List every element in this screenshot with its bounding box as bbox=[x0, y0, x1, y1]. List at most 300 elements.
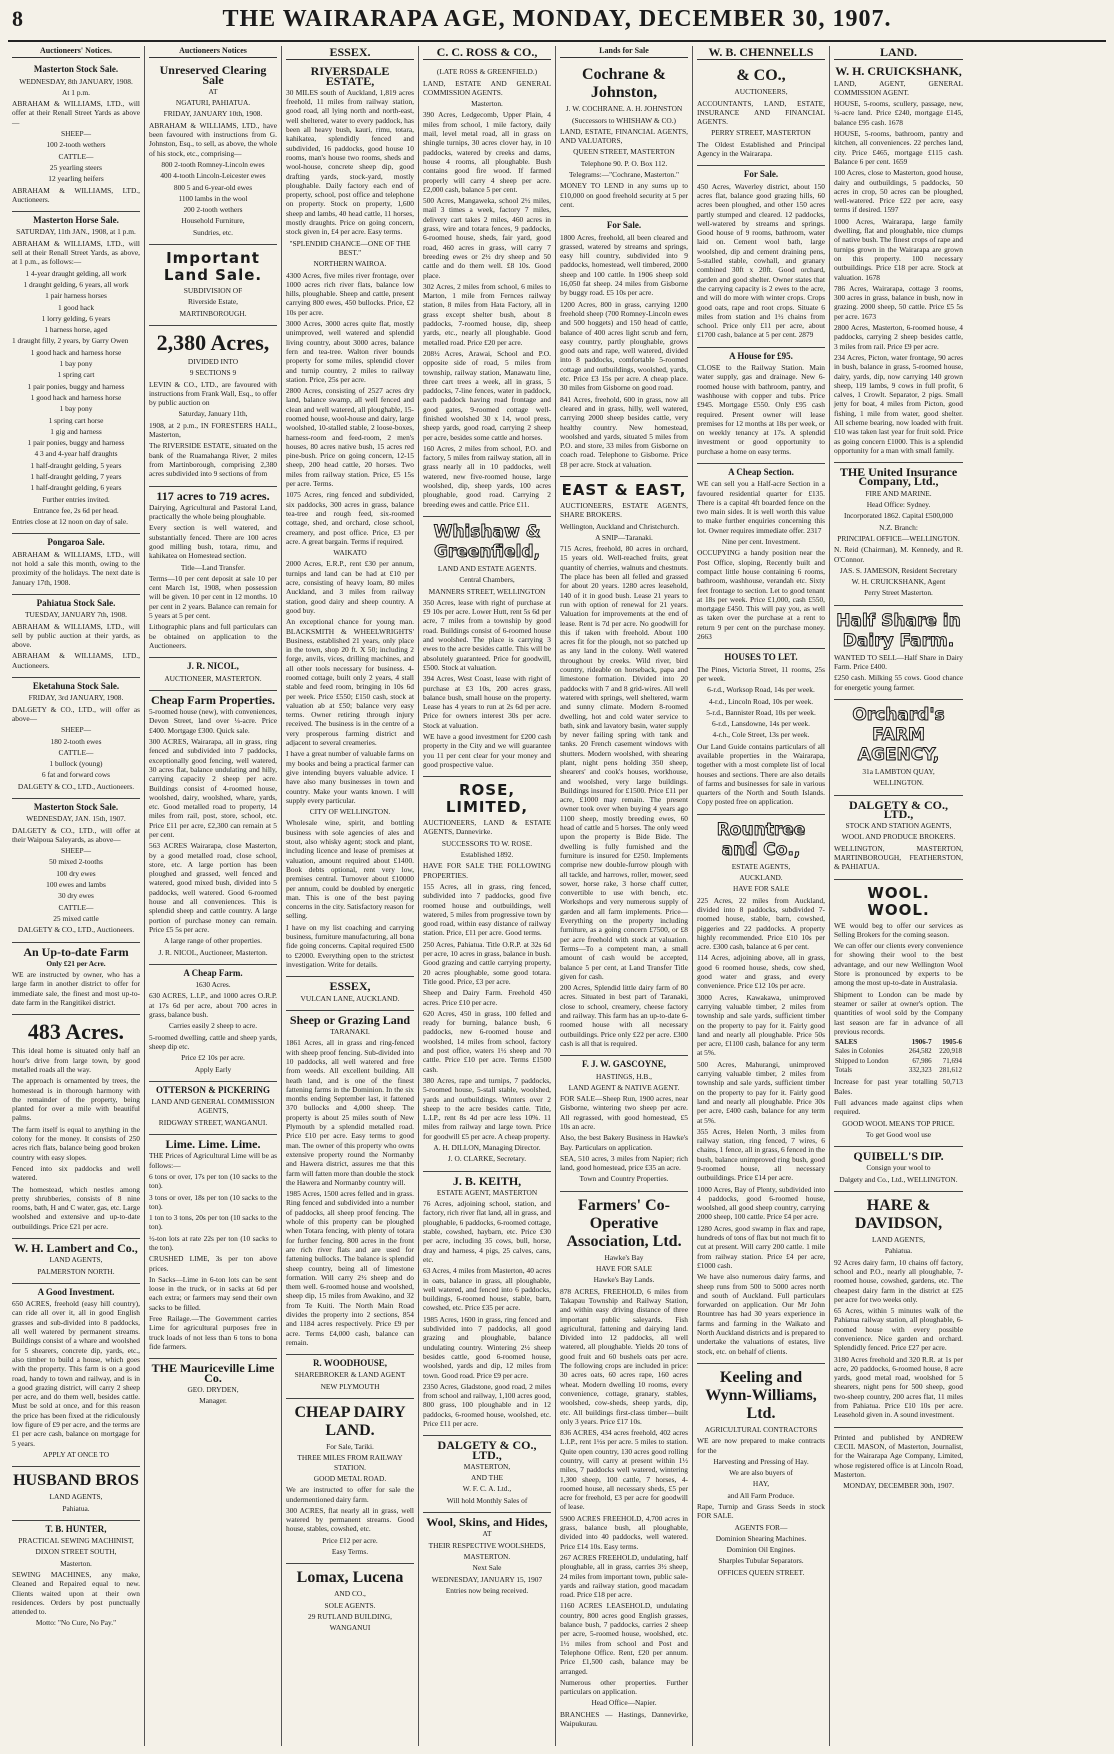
ad-line: AUCTIONEERS, LAND & ESTATE AGENTS, Dannevirke. bbox=[423, 818, 551, 837]
ad-line: GOOD METAL ROAD. bbox=[313, 1473, 387, 1483]
ad-line: 225 Acres, 22 miles from Auckland, divided into 8 paddocks, subdivided 7-roomed house, stable, barn, cowshed, piggeries and 22 paddocks. A property highly recommended. Price £10 10s per acre. £300 cash, balance at 6 per cent. bbox=[697, 895, 825, 952]
advertisement bbox=[834, 700, 963, 796]
ad-subheading: Only £21 per Acre. bbox=[46, 958, 106, 968]
ad-line: I have on my list coaching and carrying business, furniture manufacturing, all bona fide going concerns. Capital required £500 to £2000. Everything open to the strictest investigation. Write for details. bbox=[286, 922, 414, 969]
ad-line: 1800 Acres, freehold, all been cleared and grassed, watered by streams and springs, easy hill country, subdivided into 9 paddocks, homestead, well timbered, 2000 sheep and 100 cattle. In 1906 sheep sold 16,050 fat sheep. 24 miles from Gisborne by buggy road. £5 10s per acre. bbox=[560, 232, 688, 298]
ad-line: Lithographic plans and full particulars can be obtained on application to the Auctioneers. bbox=[149, 622, 277, 650]
ad-line: LAND AND GENERAL COMMISSION AGENTS, bbox=[151, 1097, 275, 1116]
ad-heading: 483 Acres. bbox=[27, 1019, 125, 1045]
ad-line: Increase for past year totalling 50,713 Bales. bbox=[834, 1077, 963, 1096]
ad-line: MASTERTON, bbox=[463, 1461, 511, 1471]
ad-line: AT bbox=[208, 86, 218, 96]
ad-line: WANGANUI bbox=[329, 1623, 371, 1633]
ad-heading: DALGETY & CO., LTD., bbox=[849, 797, 948, 821]
advertisement bbox=[12, 212, 140, 534]
ad-line: 390 Acres, Ledgecomb, Upper Plain, 4 miles from school, 1 mile factory, daily mail, level metal road, all in grass on shingle turnips, 30 acres clover hay, in 10 paddocks, watered by creeks and dams, house 4 rooms, all ploughable. Bush contains good fire wood. If farmed properly will carry 4 sheep per acre. £2,000 cash, balance 5 per cent. bbox=[423, 110, 551, 194]
ad-line: At 1 p.m. bbox=[62, 87, 90, 97]
ad-line: SHEEP— bbox=[61, 725, 91, 735]
ad-line: DIXON STREET SOUTH, bbox=[35, 1547, 117, 1557]
ad-line: Shipment to London can be made by steamer or sailer at owner's option. The quantities of wool sold by the Company last season are far in advance of all previous records. bbox=[834, 989, 963, 1036]
table-row bbox=[834, 1057, 963, 1066]
ad-line: Incorporated 1862. Capital £500,000 bbox=[844, 511, 953, 521]
advertisement bbox=[423, 1436, 551, 1513]
advertisement bbox=[560, 61, 688, 217]
ad-heading: DALGETY & CO., LTD., bbox=[437, 1438, 537, 1462]
advertisement bbox=[149, 1359, 277, 1412]
table-cell: 220,918 bbox=[939, 1047, 962, 1056]
ad-heading: Eketahuna Stock Sale. bbox=[32, 681, 120, 692]
ad-line: Carries easily 2 sheep to acre. bbox=[168, 1021, 258, 1031]
ad-line: 100 dry ewes bbox=[56, 868, 96, 878]
advertisement bbox=[286, 977, 414, 1011]
ad-line: 234 Acres, Picton, water frontage, 90 acres in bush, balance in grass, 5-roomed house, dairy, yards, dip, now carrying 140 grown sheep, 119 lambs, 9 cows in full profit, 6 calves, 1 Crowlt. Separator, 2 pigs. Small jetty for boat, 4 miles from Picton, good fishing, 1 mile from water, good shelter. All scheme bearing, now loaded with fruit. £10 was taken last year for fruit sold. Price as going concern £1000. This is a splendid opportunity for a man with small family. bbox=[834, 352, 963, 455]
ad-line: MONEY TO LEND in any sums up to £10,000 on good freehold security at 5 per cent. bbox=[560, 181, 688, 209]
ad-heading: For Sale. bbox=[743, 169, 779, 180]
ad-line: FRIDAY, 3rd JANUARY, 1908. bbox=[28, 693, 124, 703]
ad-line: FOR SALE—Sheep Run, 1900 acres, near Gisborne, wintering two sheep per acre. All regrassed, with good homestead, £5 10s an acre. bbox=[560, 1094, 688, 1131]
ad-line: LAND AGENTS, bbox=[49, 1492, 103, 1502]
ad-line: 1861 Acres, all in grass and ring-fenced with sheep proof fencing. Sub-divided into 10 paddocks, all well watered and free from weeds. All excellent building. All heath land, and is one of the finest fattening farms in the Dominion. In the six months ending September last, it fattened 370 bullocks and 4,000 sheep. The property is about 25 miles south of New Plymouth by a splendid metalled road. Price £10 per acre. Easy terms to good man. The owner of this property who owns extensive property round the Normanby and Hawera district, assures me that this farm will fatten more than double the stock the Hawera and Normanby country will. bbox=[286, 1038, 414, 1187]
ad-line: 500 Acres, Mahurangi, unimproved carrying valuable timber, 2 miles from township and sale yards, sufficient timber on the property to pay for it. Fairly good land and nearly all ploughable. Price 30s per acre, £400 cash, balance for any term at 5%. bbox=[697, 1059, 825, 1125]
ad-line: 1 lorry gelding, 6 years bbox=[41, 313, 111, 323]
ad-line: We are also buyers of bbox=[729, 1468, 793, 1478]
ad-line: VULCAN LANE, AUCKLAND. bbox=[300, 993, 400, 1003]
ad-line: ACCOUNTANTS, LAND, ESTATE, INSURANCE AND FINANCIAL AGENTS. bbox=[697, 98, 825, 127]
advertisement bbox=[697, 166, 825, 347]
ad-line: ABRAHAM & WILLIAMS, LTD., have been favoured with instructions from G. Johnston, Esq., to sell, as above, the whole of his stock, etc., comprising— bbox=[149, 120, 277, 158]
advertisement bbox=[834, 1147, 963, 1192]
advertisement bbox=[560, 1056, 688, 1192]
advertisement bbox=[697, 348, 825, 464]
advertisement bbox=[560, 217, 688, 477]
ad-line: 267 ACRES FREEHOLD, undulating, half ploughable, all in grass, carries 3½ sheep, 24 miles from important town, public sale-yards and railway station, good macadam road. Price £18 per acre. bbox=[560, 1552, 688, 1600]
ad-line: 3180 Acres freehold and 320 R.R. at 1s per acre, 20 paddocks, 6-roomed house, 8 acre yards, good metal road, woolshed for 5 shearers, night pens for 500 sheep, good two-sheep country, 200 acres flat, 11 miles from Pahiatua. Price £10 10s per acre. Leasehold given in. A sound investment. bbox=[834, 1354, 963, 1420]
ad-line: Telegrams:—"Cochrane, Masterton." bbox=[569, 170, 679, 180]
ad-line: AGENTS FOR— bbox=[734, 1522, 788, 1532]
ad-heading: Masterton Stock Sale. bbox=[33, 802, 119, 812]
ad-line: Apply Early bbox=[194, 1064, 232, 1074]
ad-line: SHEEP— bbox=[61, 129, 91, 139]
ad-line: We can offer our clients every convenience for showing their wool to the best advantage, and our new Wellington Wool Store is pronounced by experts to be among the most up-to-date in Australasia. bbox=[834, 941, 963, 988]
column bbox=[693, 46, 830, 1746]
advertisement bbox=[834, 1428, 963, 1498]
ad-heading: 117 acres to 719 acres. bbox=[156, 488, 270, 503]
advertisement bbox=[149, 326, 277, 487]
advertisement bbox=[149, 487, 277, 659]
ad-line: WELLINGTON. bbox=[873, 778, 924, 788]
ad-line: 1 4-year draught gelding, all work bbox=[25, 268, 127, 278]
ad-heading: An Up-to-date Farm bbox=[23, 944, 129, 959]
ad-line: Entrance fee, 2s 6d per head. bbox=[33, 505, 119, 515]
advertisement bbox=[423, 517, 551, 777]
ad-line: SOLE AGENTS. bbox=[324, 1600, 376, 1610]
ad-heading: Wool, Skins, and Hides, bbox=[426, 1515, 548, 1530]
ad-line: Title—Land Transfer. bbox=[180, 562, 246, 572]
column-header: ESSEX. bbox=[286, 48, 414, 60]
ad-line: 4-r.h., Cole Street, 13s per week. bbox=[712, 730, 810, 740]
advertisement bbox=[697, 464, 825, 649]
table-cell: 67,986 bbox=[912, 1056, 932, 1065]
ad-line: 1 draught filly, 2 years, by Garry Owen bbox=[12, 336, 129, 346]
advertisement bbox=[286, 1355, 414, 1399]
advertisement bbox=[286, 1564, 414, 1639]
ad-line: 30 MILES south of Auckland, 1,819 acres freehold, 11 miles from railway station, good road, all lying north and north-east, well sheltered, water to every paddock, has been all heavy bush, kauri, rimu, totara, kahikatea, splendidly fenced and subdivided, 16 paddocks, good house 10 rooms, man's house two rooms, sheds and wool-house, concrete sheep dip, good drafting yards, stock-yard, mostly ploughable. Daily factory each end of property, school, post office and telephone on property. Stock on property, 1,600 sheep and lambs, 40 head cattle, 11 horses, mostly draughts. Price on going concern, stock given in, £4 per acre. Easy terms. bbox=[286, 87, 414, 237]
ad-line: 9 SECTIONS 9 bbox=[189, 368, 237, 378]
ad-line: 1280 Acres, good swamp in flax and rape, hundreds of tons of flax but not much fit to cut at present. Will carry 200 cattle. 1 mile from railway station. Price £4 per acre, £1000 cash. bbox=[697, 1223, 825, 1270]
advertisement bbox=[834, 606, 963, 700]
ad-heading: Orchard's FARM AGENCY, bbox=[852, 704, 945, 765]
ad-line: ABRAHAM & WILLIAMS, LTD., will sell by public auction at their yards, as above. bbox=[12, 621, 140, 650]
ad-line: NEW PLYMOUTH bbox=[320, 1381, 380, 1391]
ad-heading: Farmers' Co-Operative Association, Ltd. bbox=[566, 1196, 682, 1250]
ad-heading: Rountree and Co., bbox=[716, 819, 806, 860]
ad-line: MANNERS STREET, WELLINGTON bbox=[428, 586, 546, 596]
advertisement bbox=[12, 943, 140, 1016]
ad-line: WE would beg to offer our services as Selling Brokers for the coming season. bbox=[834, 920, 963, 939]
ad-line: Masterton. bbox=[471, 99, 503, 109]
ad-line: For Sale, Tariki. bbox=[326, 1442, 374, 1452]
ad-line: AND THE bbox=[470, 1473, 504, 1483]
ad-line: 6 tons or over, 17s per ton (10 sacks to the ton). bbox=[149, 1171, 277, 1191]
ad-line: 208½ Acres, Arawai, School and P.O. opposite side of road, 5 miles from township, railway station, Manawatu line, three cart trees a week, all in grass, 5 paddocks, 7-line fences, water in paddock, each paddock having road frontage and good gates, 9-roomed cottage well-finished woolshed 30 x 14, wool press, sheep yards, good road, carrying 2 sheep per acre, besides some cattle and horses. bbox=[423, 348, 551, 442]
ad-line: 6 fat and forward cows bbox=[41, 770, 111, 780]
ad-line: 4300 Acres, five miles river frontage, over 1000 acres rich river flats, balance low hills, ploughable. Sheep and cattle, present carrying 800 ewes, 450 bullocks. Price, £2 10s per acre. bbox=[286, 270, 414, 317]
ad-heading: Masterton Horse Sale. bbox=[33, 215, 119, 226]
ad-line: TUESDAY, JANUARY 7th, 1908. bbox=[25, 610, 127, 620]
ad-line: Also, the best Bakery Business in Hawke's Bay. Particulars on application. bbox=[560, 1133, 688, 1152]
ad-line: Hawke's Bay bbox=[604, 1252, 644, 1262]
advertisement bbox=[12, 1015, 140, 1239]
table-cell: 264,582 bbox=[908, 1047, 932, 1056]
ad-line: 5-r.d., Bannister Road, 10s per week. bbox=[706, 707, 816, 717]
ad-line: An exceptional chance for young man. BLACKSMITH & WHEELWRIGHTS' Business, established 21 years, only place in the town, shop 20 ft. X 50; including 2 forge, anvils, vices, drilling machines, and all other tools necessary for business. 4-roomed cottage, built only 2 years, 4 stall stable and feed room, bringing in 10s 6d per week. Price £550; £150 cash, stock at valuation ab at £50; balance very easy terms. Owner retiring through injury received. The business is in the centre of a very prosperous farming district and adjacent to several creameries. bbox=[286, 617, 414, 748]
ad-line: Dalgety and Co., Ltd., WELLINGTON. bbox=[839, 1174, 958, 1184]
advertisement bbox=[149, 965, 277, 1082]
ad-heading: J. R. NICOL, bbox=[187, 661, 239, 672]
ad-line: RIDGWAY STREET, WANGANUI. bbox=[158, 1117, 268, 1127]
ad-line: 450 Acres, Waverley district, about 150 acres flat, balance good grazing hills, 60 acres been ploughed, and other 150 acres partly stumped and cleared. 12 paddocks, well-watered by streams and springs. Good house of 9 rooms, bathroom, water laid on. Cement wool bath, large woolshed, dip and cement draining pens, 5-stalled stable, cowhall, and granary combined 30ft x 20ft. Good orchard, garden and good shelter. Owner states that the carrying capacity is 2 ewes to the acre, and will do more with winter crops. Crops good oats, rape and root crops. Situate 6 miles from station and 1½ chains from school. Price only £11 per acre, about £1700 cash, balance at 5 per cent. 2879 bbox=[697, 181, 825, 340]
ad-line: To get Good wool use bbox=[865, 1129, 932, 1139]
ad-line: 29 RUTLAND BUILDING, bbox=[308, 1611, 392, 1621]
advertisement bbox=[12, 799, 140, 943]
ad-line: Printed and published by ANDREW CECIL MASON, of Masterton, Journalist, for the Wairarapa Age Company, Limited, whose registered office is at Lincoln Road, Masterton. bbox=[834, 1432, 963, 1479]
ad-line: 1 ton to 3 tons, 20s per ton (10 sacks to the ton). bbox=[149, 1213, 277, 1232]
ad-heading: Masterton Stock Sale. bbox=[33, 64, 119, 75]
advertisement bbox=[12, 595, 140, 678]
ad-line: 5-roomed house (new), with conveniences, Devon Street, land over ¼-acre. Price £400. Mortgage £300. Quick sale. bbox=[149, 707, 277, 735]
ad-heading: W. H. CRUICKSHANK, bbox=[835, 64, 962, 79]
ad-line: AUCTIONEER, MASTERTON. bbox=[164, 673, 262, 683]
ad-line: Hawke's Bay Lands. bbox=[593, 1275, 655, 1285]
column-header: Auctioneers' Notices. bbox=[12, 46, 140, 58]
ad-line: FIRE AND MARINE. bbox=[865, 488, 932, 498]
ad-line: WELLINGTON, MASTERTON, MARTINBOROUGH, FEATHERSTON, & PAHIATUA. bbox=[834, 843, 963, 872]
ad-line: LAND, ESTATE, FINANCIAL AGENTS, AND VALUATORS, bbox=[560, 126, 688, 146]
ad-line: LEVIN & CO., LTD., are favoured with instructions from Frank Wall, Esq., to offer by public auction on bbox=[149, 379, 277, 408]
ad-line: The farm itself is equal to anything in the colony for the money. It consists of 250 acres rich flats, balance being good broken country with easy slopes. bbox=[12, 1124, 140, 1162]
columns bbox=[8, 46, 1106, 1746]
ad-line: 1 gig and harness bbox=[50, 426, 102, 436]
ad-line: Price £12 per acre. bbox=[322, 1535, 378, 1545]
ad-line: 500 Acres, Mangaweka, school 2½ miles, mail 3 times a week, factory 7 miles, delivery cart takes 2 miles, 460 acres in grass, wire and totara fences, 9 paddocks, 6-roomed house, sheds, fair yard, good road, 460 acres in grass, will carry 7 breeding ewes or 2½ dry sheep and 50 cattle and do them well. £8 10s. Good place. bbox=[423, 196, 551, 280]
ad-line: 1 spring cart bbox=[57, 370, 95, 380]
ad-line: 1 pair harness horses bbox=[45, 291, 107, 301]
table-cell: 71,694 bbox=[942, 1056, 962, 1065]
ad-line: CITY OF WELLINGTON. bbox=[309, 807, 391, 817]
ad-line: 100 ewes and lambs bbox=[46, 880, 106, 890]
ad-line: 1 harness horse, aged bbox=[44, 325, 108, 335]
ad-line: Numerous other properties. Further particulars on application. bbox=[560, 1677, 688, 1697]
ad-line: AUCKLAND. bbox=[739, 873, 783, 883]
advertisement bbox=[286, 62, 414, 977]
ad-heading: R. WOODHOUSE, bbox=[312, 1358, 388, 1369]
ad-line: ½-ton lots at rate 22s per ton (10 sacks to the ton). bbox=[149, 1233, 277, 1252]
ad-line: N.Z. Branch: bbox=[879, 522, 918, 532]
ad-heading: EAST & EAST, bbox=[561, 480, 687, 499]
ad-line: We are instructed to offer for sale the undermentioned dairy farm. bbox=[286, 1485, 414, 1504]
ad-line: STOCK AND STATION AGENTS, bbox=[845, 821, 952, 831]
ad-line: 1 bay pony bbox=[59, 359, 93, 369]
ad-line: 563 ACRES Wairarapa, close Masterton, by a good metalled road, close school, store, etc. A large portion has been ploughed and grassed, well fenced and watered, good mixed bush, divided into 5 paddocks, well watered. Good 6-roomed house and all conveniences. This is splendid sheep and cattle country. A large portion of purchase money can remain. Price £5 5s per acre. bbox=[149, 841, 277, 934]
ad-line: 92 Acres dairy farm, 10 chains off factory, school and P.O., nearly all ploughable, 7-roomed house, cowshed, gardens, etc. The cheapest dairy farm in the district at £25 per acre for two weeks only. bbox=[834, 1257, 963, 1304]
ad-line: TARANAKI. bbox=[330, 1027, 370, 1037]
table-row bbox=[834, 1066, 963, 1075]
ad-line: CATTLE— bbox=[58, 151, 94, 161]
ad-line: 620 Acres, 450 in grass, 100 felled and ready for burning, balance bush, 6 paddocks, new 6-roomed house and woolshed, 14 miles from school, factory and post office, waters 1½ sheep and 70 cattle. Price £10 per acre. Terms £1500 cash. bbox=[423, 1008, 551, 1074]
ad-line: SUCCESSORS TO W. ROSE. bbox=[441, 838, 533, 848]
ad-line: 1200 Acres, 800 in grass, carrying 1200 freehold sheep (700 Romney-Lincoln ewes and 500 hoggets) and 150 head of cattle, balance of 400 acres light scrub and fern, easy country, partly ploughable, grows good oats and rape, well watered, divided into 8 paddocks, comfortable 5-roomed cottage and outbuildings, woolshed, yards, etc. Price £3 15s per acre. A cheap place. 30 miles from Gisborne on good road. bbox=[560, 299, 688, 393]
ad-heading: Unreserved Clearing Sale bbox=[159, 63, 267, 87]
ad-line: 786 Acres, Wairarapa, cottage 3 rooms, 300 acres in grass, balance in bush, now in grazing. 2000 sheep, 50 cattle. Price £5 5s per acre. 1673 bbox=[834, 283, 963, 321]
ad-line: Terms—10 per cent deposit at sale 10 per cent March 1st, 1908, when possession will be given. 10 per cent in 12 months. 10 per cent in 2 years. Balance can remain for 5 years at 5 per cent. bbox=[149, 573, 277, 621]
ad-heading: A Cheap Farm. bbox=[183, 967, 243, 978]
ad-line: DALGETY & CO., LTD., will offer as above— bbox=[12, 704, 140, 723]
ad-line: HAVE FOR SALE THE FOLLOWING PROPERTIES. bbox=[423, 861, 551, 880]
ad-line: AUCTIONEERS, bbox=[734, 87, 788, 97]
ad-heading: Lime. Lime. Lime. bbox=[165, 1137, 261, 1152]
advertisement bbox=[12, 1284, 140, 1467]
column bbox=[556, 46, 693, 1746]
ad-line: CRUSHED LIME, 3s per ton above prices. bbox=[149, 1254, 277, 1273]
ad-line: WEDNESDAY, 8th JANUARY, 1908. bbox=[19, 76, 133, 86]
ad-line: Telephone 90. P. O. Box 112. bbox=[580, 158, 668, 168]
ad-heading: CHEAP DAIRY LAND. bbox=[294, 1404, 406, 1440]
ad-line: A SNIP—Taranaki. bbox=[595, 532, 653, 542]
column bbox=[145, 46, 282, 1746]
advertisement bbox=[286, 1399, 414, 1564]
ad-line: 1160 ACRES LEASEHOLD, undulating country, 800 acres good English grasses, balance bush, 7 paddocks, carries 2 sheep per acre, 5-roomed house, woolshed, etc. 1½ miles from school and Post and Telephone Office. Rent, £20 per annum. Price £1,500 cash, balance may be arranged. bbox=[560, 1601, 688, 1676]
ad-line: 155 Acres, all in grass, ring fenced, subdivided into 7 paddocks, good five roomed house and outbuildings, well watered, 5 miles from progressive town by good road, within easy distance of railway station. Price, £11 per acre. Good terms. bbox=[423, 881, 551, 938]
ad-line: 650 ACRES, freehold (easy hill country), can ride all over it, all in good English grasses and sub-divided into 8 paddocks, all well watered by permanent streams. Buildings consist of a whare and woolshed for 5 shearers, concrete dip, yards, etc., also timber to build a house, which goes with the property. This farm is on a good road, handy to town and railway, and is in a good grazing district, will carry 2 sheep per acre, and do them well, besides cattle. Must be sold at once, and for this reason the price has been fixed at the ridiculously low figure of £9 per acre, and the terms are £1 per acre cash, balance on mortgage for 5 years. bbox=[12, 1299, 140, 1448]
ad-line: Next Sale bbox=[472, 1563, 502, 1573]
ad-line: 1 good hack bbox=[57, 302, 95, 312]
ad-line: PERRY STREET, MASTERTON bbox=[711, 128, 811, 138]
ad-line: WE are now prepared to make contracts for the bbox=[697, 1436, 825, 1455]
ad-line: 30 dry ewes bbox=[58, 891, 94, 901]
advertisement bbox=[149, 1082, 277, 1135]
ad-line: 350 Acres, lease with right of purchase at £9 10s per acre. Lower Hutt, rent 5s 6d per acre, 7 miles from a township by good road. Buildings consist of 6-roomed house and woolshed. The place is carrying 3 ewes to the acre besides cattle. This will be absolutely guaranteed. Price for goodwill, £500. Stock at valuation. bbox=[423, 597, 551, 672]
ad-line: OCCUPYING a handy position near the Post Office, sloping, Recently built and compact little house containing 6 rooms, bathroom, washhouse, verandah etc. Sixty feet frontage to section. Let to good tenant at 18s per week. Price £1,000, cash £550, mortgage £450. This will pay you, as well as taken over the purchase at a rent to return 9 per cent on the purchase money. 2663 bbox=[697, 548, 825, 642]
advertisement bbox=[12, 1521, 140, 1635]
ad-line: THREE MILES FROM RAILWAY STATION. bbox=[297, 1453, 403, 1472]
advertisement bbox=[12, 678, 140, 799]
advertisement bbox=[149, 658, 277, 691]
ad-line: GEO. DRYDEN, bbox=[187, 1384, 239, 1394]
ad-line: "SPLENDID CHANCE—ONE OF THE BEST." bbox=[289, 238, 411, 257]
ad-line: Dairying, Agricultural and Pastoral Land, practically the whole being ploughable. bbox=[149, 502, 277, 522]
ad-heading: T. B. HUNTER, bbox=[45, 1523, 107, 1534]
column bbox=[419, 46, 556, 1746]
ad-line: WANTED TO SELL—Half Share in Dairy Farm. Price £400. bbox=[834, 652, 963, 672]
ad-line: 1 bay pony bbox=[59, 404, 93, 414]
ad-line: NGATURI, PAHIATUA. bbox=[175, 98, 251, 108]
ad-line: LAND AGENT & NATIVE AGENT. bbox=[568, 1082, 680, 1092]
ad-line: 1985 Acres, 1500 acres felled and in grass. Ring fenced and subdivided into a number of paddocks, all sheep proof fencing. The whole of this property can be ploughed when Totara fencing, with plenty of totara for further fencing. 800 acres in the front are rich river flats and are used for fattening bullocks. The balance is splendid sheep country, being all of limestone formation. Will carry 2½ sheep and do them well. 6-roomed house and woolshed, sheep dip, 15 miles from Awakino, and 32 from Te Kuiti. The North Main Road divides the property into 2 sections, 854 and 1184 acres respectively. Price £9 per acre. Terms £4,000 cash, balance can remain. bbox=[286, 1189, 414, 1347]
ad-line: SHEEP— bbox=[61, 846, 91, 856]
ad-heading: & CO., bbox=[736, 67, 786, 85]
ad-line: 1100 lambs in the wool bbox=[178, 193, 248, 203]
ad-line: The homestead, which nestles among pretty shrubberies, consists of 8 nine rooms, bath, H and C water, gas, etc. Large woolshed and extensive and up-to-date outbuildings. Price £21 per acre. bbox=[12, 1184, 140, 1231]
ad-heading: Whishaw & Greenfield, bbox=[433, 521, 541, 562]
ad-heading: OTTERSON & PICKERING bbox=[155, 1084, 271, 1095]
ad-line: 1908, at 2 p.m., IN FORESTERS HALL, Masterton, bbox=[149, 420, 277, 440]
column-header: W. B. CHENNELLS bbox=[697, 48, 825, 60]
ad-line: 1000 Acres, Bay of Plenty, subdivided into 4 paddocks, good 6-roomed house, woolshed, all good sheep country, carrying 2000 sheep, 100 cattle. Price £4 per acre. bbox=[697, 1184, 825, 1222]
ad-line: 380 Acres, rape and turnips, 7 paddocks, 5-roomed house, 5-stall stable, woolshed, yards and outbuildings. Winters over 2 sheep to the acre besides cattle. Title, L.I.P., rent 8s 4d per acre less 10%. 11 miles from railway and large town. Price for goodwill £5 per acre. A cheap property. bbox=[423, 1075, 551, 1141]
ad-line: Wholesale wine, spirit, and bottling business with sole agencies of ales and stout, also whisky agent; stock and plant, including licence and lease of premises at valuation, amount required about £1400. Book debts optional, rent very low, premises central. Turnover about £10000 per annum, could be doubled by energetic man. This is one of the best paying concerns in the city. Satisfactory reason for selling. bbox=[286, 818, 414, 921]
ad-heading: Important Land Sale. bbox=[163, 249, 263, 285]
ad-line: AT bbox=[482, 1529, 492, 1539]
ad-heading: Lomax, Lucena bbox=[296, 1569, 404, 1587]
ad-line: 6-r.d., Lansdowne, 14s per week. bbox=[712, 719, 810, 729]
table-cell: Sales in Colonies bbox=[835, 1047, 884, 1056]
ad-line: Pahiatua. bbox=[62, 1503, 90, 1513]
ad-line: PALMERSTON NORTH. bbox=[37, 1266, 115, 1276]
ad-line: 2800 Acres, Masterton, 6-roomed house, 4 paddocks, carrying 2 sheep besides cattle, 3 miles from rail. Price £9 per acre. bbox=[834, 323, 963, 351]
ad-line: 800 2-tooth Romney-Lincoln ewes bbox=[161, 159, 265, 169]
ad-line: Our Land Guide contains particulars of all available properties in the Wairarapa, together with a most complete list of local houses and sections. There are also details of farms and businesses for sale in various quarters of the North and South Islands. Copy posted free on application. bbox=[697, 741, 825, 807]
ad-line: 302 Acres, 2 miles from school, 6 miles to Marton, 1 mile from Fernces railway station, 8 miles from Hata Factory, all in grass except shelter bush, about 8 paddocks, 7-roomed house, dip, sheep yards, etc., nearly all ploughable. Good metalled road. Price £20 per acre. bbox=[423, 281, 551, 347]
ad-line: ABRAHAM & WILLIAMS, LTD., will offer at their Renall Street Yards as above— bbox=[12, 99, 140, 127]
ad-line: Sharples Tubular Separators. bbox=[718, 1556, 804, 1566]
ad-line: ESTATE AGENT, MASTERTON bbox=[436, 1187, 538, 1197]
table-cell: 332,323 bbox=[908, 1066, 932, 1075]
ad-line: DALGETY & CO., LTD., Auctioneers. bbox=[17, 781, 135, 791]
ad-line: Household Furniture, bbox=[181, 216, 245, 226]
ad-line: 6-r.d., Worksop Road, 14s per week. bbox=[707, 685, 815, 695]
ad-line: MASTERTON. bbox=[463, 1551, 511, 1561]
advertisement bbox=[834, 1192, 963, 1428]
ad-line: 878 ACRES, FREEHOLD, 6 miles from Takapau Township and Railway Station, and within easy driving distance of three important public saleyards. Fish agricultural, fattening and dairying land. Divided into 12 paddocks, all well watered, all ploughable. Yields 20 tons of good fruit and 60 bushels oats per acre. The following crops are included in price: 30 acres oats, 60 acres rape, 160 acres wheat. Modern dwelling 10 rooms, every convenience, cottage, granary, stables, woolshed, cow-sheds, sheep yards, dip, etc. All buildings first-class timber—built only 3 years. Price £17 10s. bbox=[560, 1286, 688, 1426]
page-number: 8 bbox=[12, 6, 23, 31]
ad-line: 1 half-draught gelding, 7 years bbox=[30, 471, 122, 481]
ad-line: SATURDAY, 11th JAN., 1908, at 1 p.m. bbox=[16, 227, 136, 237]
ad-line: 300 ACRES, flat nearly all in grass, well watered by permanent streams. Good house, stables, cowshed, etc. bbox=[286, 1505, 414, 1534]
ad-line: A large range of other properties. bbox=[164, 936, 262, 946]
ad-heading: A Cheap Section. bbox=[728, 466, 794, 477]
ad-line: 3000 Acres, 3000 acres quite flat, mostly unimproved, well watered and splendid living country, about 3000 acres, balance fern and tea-tree. Walton river bounds property for some miles, splendid clover and turnip country, 2 miles to railway station. Price, 25s per acre. bbox=[286, 319, 414, 384]
advertisement bbox=[12, 534, 140, 594]
ad-line: WE have a good investment for £200 cash property in the City and we will guarantee you 11 per cent clear for your money and good prospective value. bbox=[423, 732, 551, 769]
ad-line: We have also numerous dairy farms, and sheep runs from 500 to 5000 acres north and south of Auckland. Full particulars forwarded on application. Our Mr John Rountree has had 30 years experience in farms and farming in the Waikato and North Auckland districts and is prepared to undertake the valuations of estates, live stock, etc. on behalf of clients. bbox=[697, 1272, 825, 1356]
ad-heading: F. J. W. GASCOYNE, bbox=[582, 1059, 666, 1070]
ad-line: WEDNESDAY, JAN. 15th, 1907. bbox=[26, 814, 126, 824]
ad-line: SEWING MACHINES, any make, Cleaned and Repaired equal to new. Clients waited upon at their own residences. Orders by post punctually attended to. bbox=[12, 1570, 140, 1617]
ad-line: 400 4-tooth Lincoln-Leicester ewes bbox=[160, 171, 266, 181]
ad-line: The RIVERSIDE ESTATE, situated on the bank of the Ruamahanga River, 2 miles from Martinborough, comprising 2,380 acres subdivided into 9 sections of from bbox=[149, 441, 277, 479]
ad-line: Head Office—Napier. bbox=[591, 1698, 657, 1708]
ad-line: Entries close at 12 noon on day of sale. bbox=[12, 517, 128, 527]
ad-line: 100 Acres, close to Masterton, good house, dairy and outbuildings, 5 paddocks, 50 acres in crop, 50 acres can be ploughed, well-watered. Price £22 per acre, easy terms if desired. 1597 bbox=[834, 168, 963, 215]
ad-line: 160 Acres, 2 miles from school, P.O. and factory, 5 miles from railway station, all in grass nearly all in 10 paddocks, well watered, new five-roomed house, large woolshed, dip, sheep yards, 100 acres ploughable, good road. Carrying 2 breeding ewes and cattle. Price £11. bbox=[423, 443, 551, 509]
ad-line: 800 5 and 6-year-old ewes bbox=[173, 182, 253, 192]
ad-line: Masterton. bbox=[60, 1558, 92, 1568]
table-header-cell: 1906-7 bbox=[911, 1038, 932, 1047]
advertisement bbox=[149, 61, 277, 245]
ad-line: I have a great number of valuable farms on my books and being a practical farmer can give intending buyers valuable advice. I have also many businesses in town and country. Make your wants known. I will supply every particular. bbox=[286, 749, 414, 805]
advertisement bbox=[834, 880, 963, 1148]
advertisement bbox=[423, 1513, 551, 1602]
ad-line: Riverside Estate, bbox=[187, 297, 239, 307]
advertisement bbox=[834, 796, 963, 880]
column-header: C. C. ROSS & CO., bbox=[423, 48, 551, 60]
ad-line: The Pines, Victoria Street, 11 rooms, 25s per week. bbox=[697, 664, 825, 683]
ad-line: HOUSE, 5-rooms, scullery, passage, new, ¼-acre land. Price £240, mortgage £145, balance £95 cash. 1678 bbox=[834, 99, 963, 127]
ad-line: ABRAHAM & WILLIAMS, LTD., will sell at their Renall Street Yards, as above, at 1 p.m., as follows:— bbox=[12, 238, 140, 267]
wool-sales-table bbox=[834, 1038, 963, 1075]
ad-line: HOUSE, 5-rooms, bathroom, pantry and kitchen, all conveniences. 22 perches land, city. Price £465, mortgage £115 cash. Balance 6 per cent. 1659 bbox=[834, 129, 963, 166]
ad-line: HAVE FOR SALE bbox=[732, 884, 790, 894]
ad-line: 841 Acres, freehold, 600 in grass, now all cleared and in grass, hilly, well watered, carrying 2000 sheep besides cattle, very healthy country. New homestead, woolshed and yards, situated 5 miles from P.O. and store, 33 miles from Gisborne on coach road. Telephone to Gisborne. Price £8 per acre. Stock at valuation. bbox=[560, 394, 688, 469]
ad-line: A. H. DILLON, Managing Director. bbox=[433, 1142, 541, 1152]
advertisement bbox=[697, 1364, 825, 1584]
ad-heading: THE United Insurance Company, Ltd., bbox=[839, 465, 958, 489]
ad-line: CATTLE— bbox=[58, 747, 94, 757]
ad-line: WEDNESDAY, JANUARY 15, 1907 bbox=[431, 1574, 543, 1584]
advertisement bbox=[149, 691, 277, 965]
ad-line: J. R. NICOL, Auctioneer, Masterton. bbox=[158, 947, 268, 957]
ad-heading: Half Share in Dairy Farm. bbox=[836, 610, 961, 651]
advertisement bbox=[834, 62, 963, 463]
ad-line: ABRAHAM & WILLIAMS, LTD., Auctioneers. bbox=[12, 651, 140, 670]
ad-line: PRACTICAL SEWING MACHINIST, bbox=[18, 1536, 134, 1546]
ad-line: Sheep and Dairy Farm. Freehold 450 acres. Price £10 per acre. bbox=[423, 988, 551, 1007]
advertisement bbox=[149, 1135, 277, 1359]
advertisement bbox=[697, 62, 825, 166]
ad-heading: RIVERSDALE ESTATE, bbox=[310, 64, 390, 88]
ad-line: WE can sell you a Half-acre Section in a favoured residential quarter for £135. There is a capital 4ft boarded fence on the two main sides. It is well worth this value to make further enquiries concerning this lot. Owner requires immediate offer. 2317 bbox=[697, 479, 825, 535]
ad-line: ESTATE AGENTS, bbox=[731, 861, 791, 871]
column bbox=[830, 46, 967, 1746]
ad-line: Wellington, Auckland and Christchurch. bbox=[560, 521, 680, 531]
advertisement bbox=[149, 245, 277, 326]
ad-line: 114 Acres, adjoining above, all in grass, good 6 roomed house, sheds, cow shed, good water and grass, and every convenience. Price £12 10s per acre. bbox=[697, 953, 825, 991]
newspaper-title: THE WAIRARAPA AGE, MONDAY, DECEMBER 30, 1907. bbox=[222, 6, 892, 32]
ad-line: Sundries, etc. bbox=[192, 227, 234, 237]
ad-line: LAND AGENTS, bbox=[49, 1255, 103, 1265]
ad-line: Town and Country Properties. bbox=[579, 1174, 669, 1184]
ad-line: HAY, bbox=[752, 1479, 770, 1489]
ad-line: THEIR RESPECTIVE WOOLSHEDS, bbox=[428, 1540, 546, 1550]
ad-line: LAND AGENTS, bbox=[872, 1235, 925, 1245]
ad-line: £250 cash. Milking 55 cows. Good chance for energetic young farmer. bbox=[834, 673, 963, 692]
ad-line: PRINCIPAL OFFICE—WELLINGTON. bbox=[837, 533, 960, 543]
ad-line: The Oldest Established and Principal Agency in the Wairarapa. bbox=[697, 139, 825, 159]
ad-line: 4-r.d., Lincoln Road, 10s per week. bbox=[708, 696, 814, 706]
table-row bbox=[834, 1047, 963, 1056]
ad-line: 1 good hack and harness horse bbox=[30, 347, 122, 357]
ad-line: 63 Acres, 4 miles from Masterton, 40 acres in oats, balance in grass, all ploughable, well watered, and fenced into 6 paddocks, buildings, 6-roomed house, stable, barn, cowshed, etc. Price £35 per acre. bbox=[423, 1266, 551, 1313]
